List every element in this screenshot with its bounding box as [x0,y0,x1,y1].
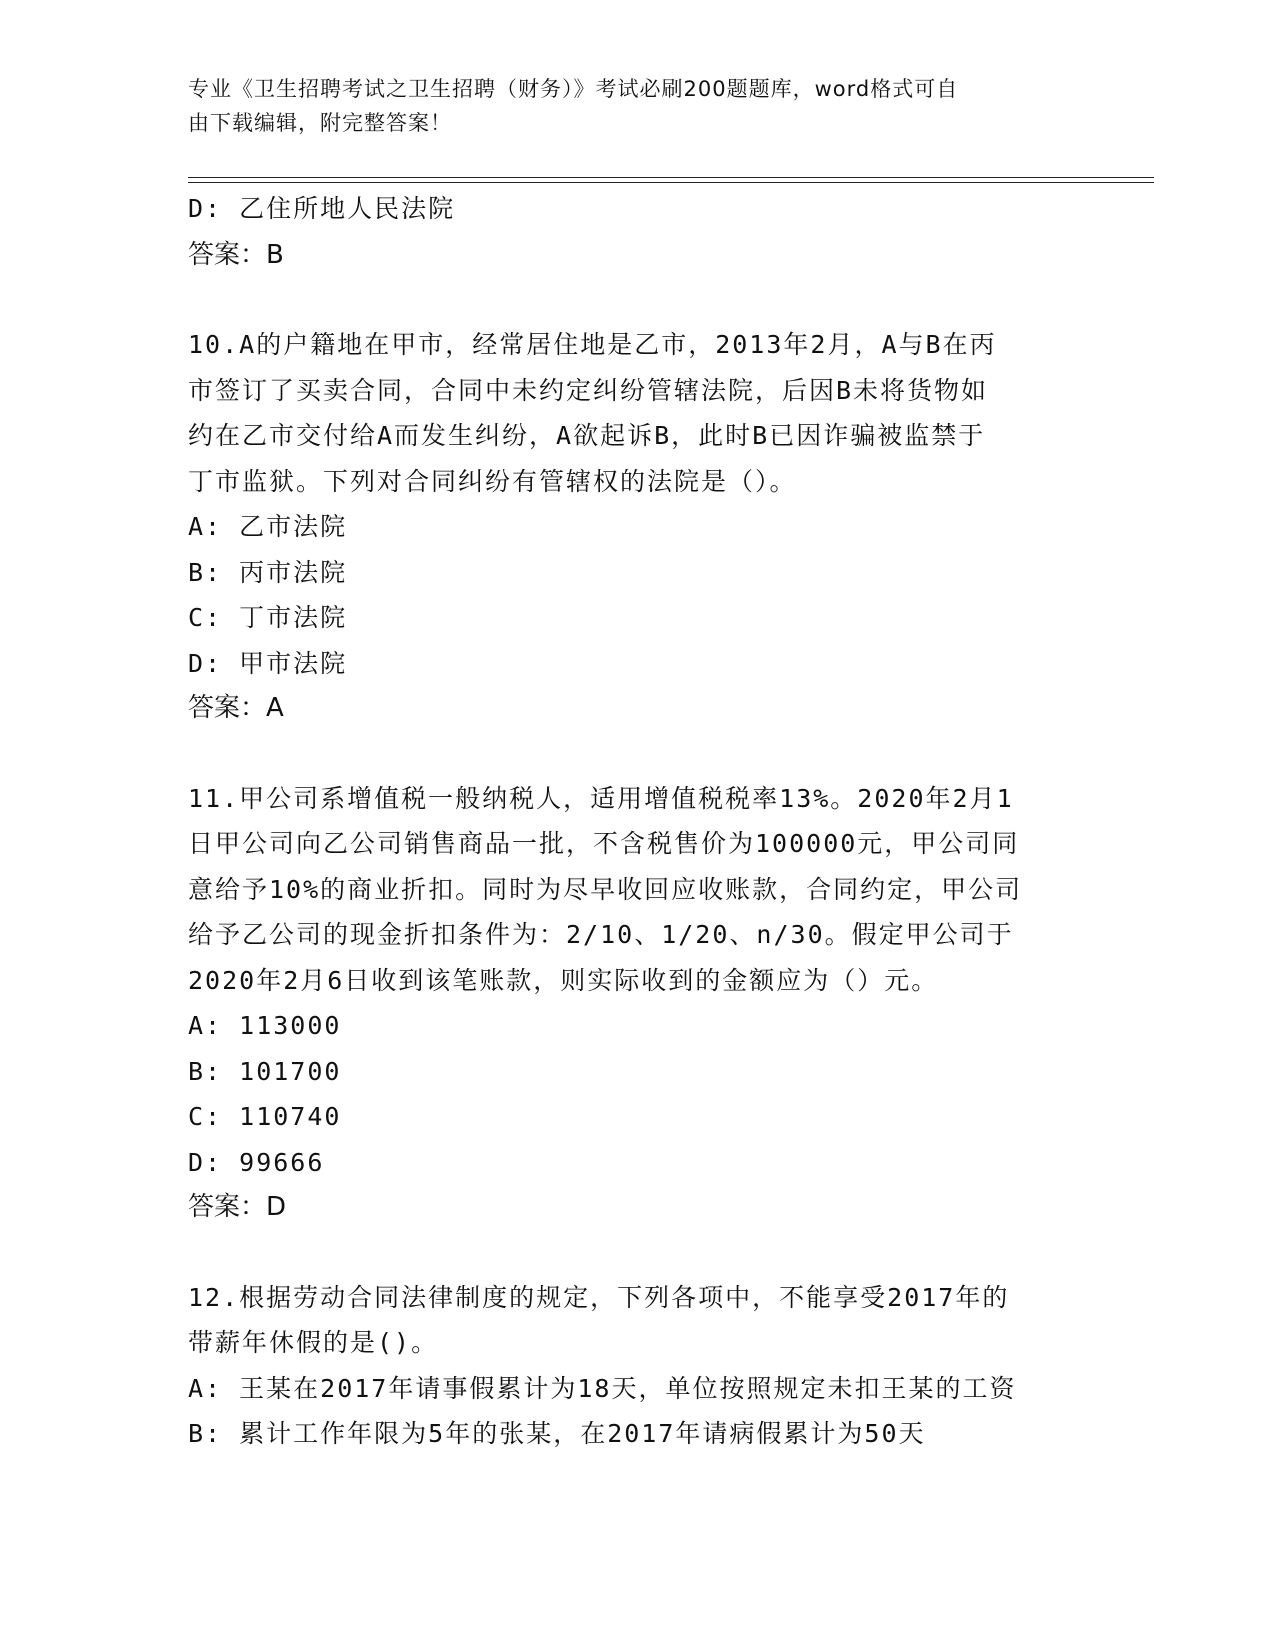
question-text-line: 11.甲公司系增值税一般纳税人，适用增值税税率13%。2020年2月1 [188,783,1014,813]
option-c: C: 丁市法院 [188,603,348,632]
question-text-line: 带薪年休假的是()。 [188,1328,439,1357]
question-text-line: 12.根据劳动合同法律制度的规定，下列各项中，不能享受2017年的 [188,1282,1010,1312]
document-header [188,72,1068,140]
question-text-line: 丁市监狱。下列对合同纠纷有管辖权的法院是（）。 [188,466,797,496]
question-text-line: 意给予10%的商业折扣。同时为尽早收回应收账款，合同约定，甲公司 [188,874,1023,904]
question-12 [188,1275,1088,1457]
option-d: D: 甲市法院 [188,648,348,678]
option-b: B: 丙市法院 [188,557,348,587]
option-a: A: 乙市法院 [188,512,348,541]
header-divider-top [188,177,1154,178]
question-10 [188,322,1088,732]
question-text-line: 约在乙市交付给A而发生纠纷，A欲起诉B，此时B已因诈骗被监禁于 [188,421,986,450]
header-line-1: 专业《卫生招聘考试之卫生招聘（财务）》考试必刷200题题库，word格式可自 [188,77,959,101]
answer: 答案：D [188,1192,287,1222]
option-d: D: 99666 [188,1147,325,1177]
option-a: A: 王某在2017年请事假累计为18天，单位按照规定未扣王某的工资 [188,1373,1017,1403]
header-line-2: 由下载编辑，附完整答案！ [188,111,452,135]
document-body [188,186,1088,1457]
option-b: B: 累计工作年限为5年的张某，在2017年请病假累计为50天 [188,1419,926,1448]
question-text-line: 日甲公司向乙公司销售商品一批，不含税售价为100000元，甲公司同 [188,829,1020,858]
answer: 答案：A [188,693,284,723]
option-c: C: 110740 [188,1102,342,1131]
spacer [188,1231,1088,1275]
option-a: A: 113000 [188,1011,342,1040]
option-b: B: 101700 [188,1056,342,1086]
question-text-line: 10.A的户籍地在甲市，经常居住地是乙市，2013年2月，A与B在丙 [188,330,997,359]
header-divider-bottom [188,182,1154,183]
spacer [188,278,1088,322]
question-text-line: 给予乙公司的现金折扣条件为：2/10、1/20、n/30。假定甲公司于 [188,920,1014,949]
prev-answer: 答案：B [188,240,284,270]
prev-option-d: D: 乙住所地人民法院 [188,194,456,223]
question-text-line: 市签订了买卖合同，合同中未约定纠纷管辖法院，后因B未将货物如 [188,375,989,405]
question-text-line: 2020年2月6日收到该笔账款，则实际收到的金额应为（）元。 [188,965,939,995]
spacer [188,732,1088,776]
question-11 [188,776,1088,1231]
